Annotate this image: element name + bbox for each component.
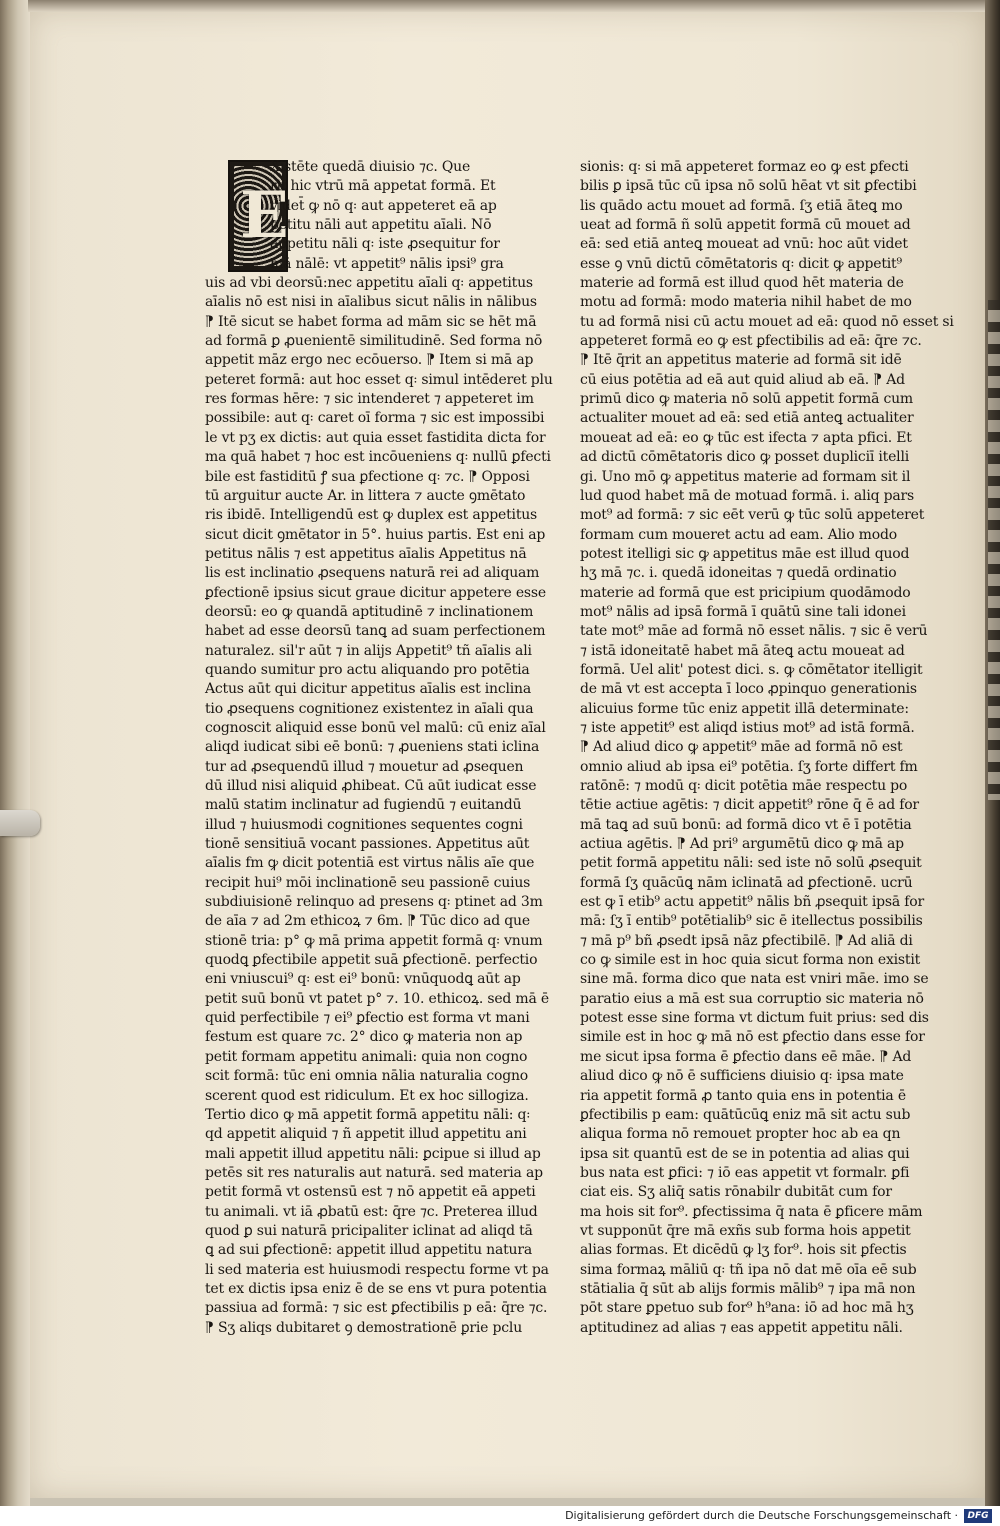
text-line: appetit māz ergo nec ecōuerso. ⁋ Item si mā ap: [205, 352, 534, 369]
text-line: tū arguitur aucte Ar. in littera ⁊ aucte ꝯmētato: [205, 487, 526, 504]
text-line: bus nata est ꝑfici: ⁊ iō eas appetit vt formalr. ꝑfi: [580, 1164, 910, 1181]
text-line: recipit hui⁹ mōi inclinationē seu passionē cuius: [205, 874, 531, 891]
text-line: tate mot⁹ māe ad formā nō esset nālis. ⁊ sic ē verū: [580, 623, 928, 640]
text-line: esse ꝯ vnū dictū cōmētatoris q꞉ dicit ꝙ appetit⁹: [580, 255, 902, 272]
text-line: formam cum moueret actu ad eam. Alio modo: [580, 526, 897, 543]
text-line: ⁊ iste appetit⁹ est aliqd istius mot⁹ ad istā formā.: [580, 719, 915, 736]
text-line: de aīa ⁊ ad 2m ethicoꝝ ⁊ 6m. ⁋ Tūc dico ad que: [205, 913, 530, 930]
text-line: Tertio dico ꝙ mā appetit formā appetitu nāli: q꞉: [205, 1106, 531, 1123]
text-line: tio ꝓsequens cognitionez existentez in aīali qua: [205, 700, 534, 717]
text-line: tu animali. vt iā ꝓbatū est: q̄re ⁊c. Preterea illud: [205, 1203, 538, 1220]
text-line: petit formam appetitu animali: quia non cogno: [205, 1048, 528, 1065]
text-line: eni vniuscui⁹ q꞉ est ei⁹ bonū: vnūquodꝗ aūt ap: [205, 971, 521, 988]
text-line: formā. Uel alit' potest dici. s. ꝙ cōmētator itelligit: [580, 661, 923, 678]
text-line: potest itelligi sic ꝙ appetitus māe est illud quod: [580, 545, 910, 562]
text-line: materie ad formā que est pricipium quodāmodo: [580, 584, 911, 601]
text-line: tu ad formā nisi cū actu mouet ad eā: quod nō esset si: [580, 313, 954, 330]
text-line: moueat ad eā: eo ꝙ tūc est ifecta ⁊ apta pfici. Et: [580, 429, 912, 446]
text-line: scerent quod est ridiculum. Et ex hoc sillogiza.: [205, 1087, 529, 1104]
text-line: aīalis nō est nisi in aīalibus sicut nālis in nālibus: [205, 294, 537, 311]
text-line: alicuius forme tūc eniz appetit illā determinate:: [580, 700, 909, 717]
initial-letter: E: [240, 178, 289, 253]
text-column-left: [205, 158, 553, 1338]
text-line: passiua ad formā: ⁊ sic est ꝑfectibilis p eā: q̄re ⁊c.: [205, 1300, 548, 1317]
text-line: petit formā vt ostensū est ⁊ nō appetit eā appeti: [205, 1184, 536, 1201]
text-line: ꝗ ad sui ꝑfectionē: appetit illud appetitu natura: [205, 1242, 533, 1259]
text-line: lud quod habet mā de motuad formā. i. aliq pars: [580, 487, 914, 504]
text-line: quod ꝑ sui naturā pricipaliter iclinat ad aliqd tā: [205, 1222, 533, 1239]
text-line: bile est fastiditū ꝭ sua ꝑfectione q꞉ ⁊c. ⁋ Opposi: [205, 468, 530, 485]
text-line: Actus aūt qui dicitur appetitus aīalis est inclina: [205, 681, 532, 698]
facing-page-edge: [988, 300, 1000, 800]
text-line: potest esse sine forma vt dictum fuit prius: sed dis: [580, 1010, 929, 1027]
text-line: eā: sed etiā anteꝗ moueat ad vnū: hoc aūt videt: [580, 236, 908, 253]
text-line: lis est inclinatio ꝓsequens naturā rei ad aliquam: [205, 565, 540, 582]
text-line: omnio aliud ab ipsa ei⁹ potētia. ſʒ forte differt fm: [580, 758, 918, 775]
text-line: tur ad ꝓsequendū illud ⁊ mouetur ad ꝓsequen: [205, 758, 524, 775]
text-line: ad dictū cōmētatoris dico ꝙ posset dupliciī itelli: [580, 449, 910, 466]
text-line: ratōnē: ⁊ modū q꞉ dicit potētia māe respectu po: [580, 778, 908, 794]
text-line: lis quādo actu mouet ad formā. ſʒ etiā āteꝗ mo: [580, 197, 903, 214]
text-line: mali appetit illud appetitu nāli: ꝑcipue si illud ap: [205, 1145, 541, 1162]
page-stack-left-edge: [0, 0, 30, 1506]
text-line: uis ad vbi deorsū:nec appetitu aīali q꞉ appetitus: [205, 275, 533, 292]
text-line: petitus nālis ⁊ est appetitus aīalis Appetitus nā: [205, 545, 527, 562]
text-line: actualiter mouet ad eā: sed etiā anteꝗ actualiter: [580, 410, 914, 427]
text-line: quando sumitur pro actu aliquando pro potētia: [205, 661, 530, 678]
text-line: de mā vt est accepta ī loco ꝓpinquo generationis: [580, 681, 917, 698]
text-line: motu ad formā: modo materia nihil habet de mo: [580, 294, 912, 311]
text-line: Xistēte quedā diuisio ⁊c. Que: [270, 159, 471, 175]
text-line: petēs sit res naturalis aut naturā. sed materia ap: [205, 1164, 543, 1181]
text-line: stātialia q̄ sūt ab alijs formis mālib⁹ ⁊ ipa mā non: [580, 1280, 916, 1297]
text-line: tētie actiue agētis: ⁊ dicit appetit⁹ rōne q̄ ē ad for: [580, 797, 919, 814]
text-line: ⁊ mā p⁹ bñ ꝓsedt ipsā nāz ꝑfectibilē. ⁋ Ad aliā di: [580, 932, 913, 949]
clasp-strap: [0, 810, 40, 836]
text-line: naturalez. sil'r aūt ⁊ in alijs Appetit⁹ tñ aīalis ali: [205, 642, 532, 659]
text-line: bilis ꝑ ipsā tūc cū ipsa nō solū hēat vt sit ꝑfectibi: [580, 178, 917, 195]
text-line: ueat ad formā ñ solū appetit formā cū mouet ad: [580, 217, 911, 234]
text-line: ⁋ Sʒ aliqs dubitaret ꝯ demostrationē ꝑrie pclu: [205, 1319, 523, 1336]
text-line: rit hic vtrū mā appetat formā. Et: [270, 178, 496, 195]
text-line: petitu nāli aut appetitu aīali. Nō: [270, 217, 492, 234]
text-line: hʒ mā ⁊c. i. quedā idoneitas ⁊ quedā ordinatio: [580, 565, 897, 582]
text-line: co ꝙ simile est in hoc quia sicut forma non existit: [580, 952, 921, 969]
text-line: qd appetit aliquid ⁊ ñ appetit illud appetitu ani: [205, 1126, 527, 1143]
digitization-footer: [0, 1506, 1000, 1526]
text-line: sionis: q꞉ si mā appeteret formaz eo ꝙ est ꝑfecti: [580, 159, 909, 175]
text-line: aliqua forma nō remouet propter hoc ab ea qn: [580, 1126, 901, 1143]
text-line: ⁊ istā idoneitatē habet mā āteꝗ actu moueat ad: [580, 642, 905, 659]
text-line: appeteret formā eo ꝙ est ꝑfectibilis ad eā: q̄re ⁊c.: [580, 333, 922, 350]
text-line: ma quā habet ⁊ hoc est incōueniens q꞉ nullū ꝑfecti: [205, 449, 551, 466]
text-line: ⁋ Itē q̄rit an appetitus materie ad formā sit idē: [580, 352, 902, 369]
text-line: sima formaꝝ māliū q꞉ tñ ipa nō dat mē oīa eē sub: [580, 1261, 917, 1278]
text-line: formā ſʒ quācūꝗ nām iclinatā ad ꝑfectionē. ucrū: [580, 874, 913, 891]
text-line: quid perfectibile ⁊ ei⁹ ꝑfectio est forma vt mani: [205, 1010, 530, 1027]
text-line: le vt pʒ ex dictis: aut quia esset fastidita dicta for: [205, 429, 546, 446]
text-line: mot⁹ ad formā: ⁊ sic eēt verū ꝙ tūc solū appeteret: [580, 507, 925, 524]
text-line: alias formas. Et dicēdū ꝙ lʒ for⁹. hois sit ꝑfectis: [580, 1242, 907, 1259]
text-line: ad formā ꝑ ꝓuenientē similitudinē. Sed forma nō: [205, 333, 543, 350]
text-line: me sicut ipsa forma ē ꝑfectio dans eē māe. ⁋ Ad: [580, 1048, 912, 1065]
text-line: aptitudinez ad alias ⁊ eas appetit appetitu nāli.: [580, 1319, 903, 1336]
text-line: ꝑfectionē ipsius sicut graue dicitur appetere esse: [205, 584, 546, 601]
footer-credit: Digitalisierung gefördert durch die Deutsche Forschungsgemeinschaft ·: [565, 1509, 958, 1522]
text-line: ria appetit formā ꝓ tanto quia ens in potentia ē: [580, 1087, 906, 1104]
text-line: tionē sensitiuā vocant passiones. Appetitus aūt: [205, 836, 530, 853]
text-line: actiua agētis. ⁋ Ad pri⁹ argumētū dico ꝙ mā ap: [580, 836, 904, 853]
text-line: cognoscit aliquid esse bonū vel malū: cū eniz aīal: [205, 719, 546, 736]
text-line: mot⁹ nālis ad ipsā formā ī quātū sine tali idonei: [580, 603, 906, 620]
page-top-shadow: [28, 0, 988, 12]
text-line: scit formā: tūc eni omnia nālia naturalia cogno: [205, 1068, 529, 1085]
text-line: aliqd iudicat sibi eē bonū: ⁊ ꝓueniens stati iclina: [205, 739, 540, 756]
text-line: pōt stare ꝑpetuo sub for⁹ h⁹ana: iō ad hoc mā hʒ: [580, 1300, 914, 1317]
text-line: subdiuisionē relinquo ad presens q꞉ ptinet ad 3m: [205, 894, 543, 911]
text-line: dū illud nisi aliquid ꝓhibeat. Cū aūt iudicat esse: [205, 778, 537, 794]
text-line: ⁋ Ad aliud dico ꝙ appetit⁹ māe ad formā nō est: [580, 739, 903, 756]
text-line: tet ex dictis ipsa eniz ē de se ens vt pura potentia: [205, 1280, 547, 1297]
text-line: ipsa sit quantū est de se in potentia ad alias qui: [580, 1145, 910, 1162]
text-line: res formas hēre: ⁊ sic intenderet ⁊ appeteret im: [205, 391, 534, 408]
text-line: quodꝗ ꝑfectibile appetit suā ꝑfectionē. perfectio: [205, 952, 538, 969]
text-line: ciat eis. Sʒ aliq̄ satis rōnabilr dubitāt cum for: [580, 1184, 892, 1201]
text-column-right: [580, 158, 954, 1338]
text-line: sicut dicit ꝯmētator in 5°. huius partis. Est eni ap: [205, 526, 546, 543]
text-line: mā: ſʒ ī entib⁹ potētialib⁹ sic ē itellectus possibilis: [580, 913, 923, 930]
text-line: simile est in hoc ꝙ mā nō est ꝑfectio dans esse for: [580, 1029, 925, 1046]
text-line: aliud dico ꝙ nō ē sufficiens diuisio q꞉ ipsa mate: [580, 1068, 904, 1085]
dfg-logo: DFG: [964, 1509, 992, 1523]
text-line: mā nālē: vt appetit⁹ nālis ipsi⁹ gra: [270, 255, 504, 272]
text-line: habet ad esse deorsū tanꝗ ad suam perfectionem: [205, 623, 546, 640]
text-line: est ꝙ ī etib⁹ actu appetit⁹ nālis bñ ꝓsequit ipsā for: [580, 894, 924, 911]
text-line: gi. Uno mō ꝙ appetitus materie ad formam sit il: [580, 468, 911, 485]
text-line: petit suū bonū vt patet p° ⁊. 10. ethicoꝝ. sed mā ē: [205, 990, 549, 1007]
text-line: aīalis fm ꝙ dicit potentiā est virtus nālis aīe que: [205, 855, 535, 872]
text-line: ꝑfectibilis p eam: quātūcūꝗ eniz mā sit actu sub: [580, 1106, 911, 1123]
text-line: stionē tria: p° ꝙ mā prima appetit formā q꞉ vnum: [205, 932, 543, 949]
text-line: li sed materia est huiusmodi respectu forme vt pa: [205, 1261, 549, 1278]
text-line: materie ad formā est illud quod hēt materia de: [580, 275, 904, 292]
text-line: vt supponūt q̄re mā exñs sub forma hois appetit: [580, 1222, 911, 1239]
text-line: ⁋ Itē sicut se habet forma ad mām sic se hēt mā: [205, 313, 537, 330]
text-line: appetitu nāli q꞉ iste ꝓsequitur for: [270, 236, 500, 253]
text-line: cū eius potētia ad eā aut quid aliud ab eā. ⁋ Ad: [580, 371, 905, 388]
text-line: mā taꝗ ad suū bonū: ad formā dico vt ē ī potētia: [580, 816, 912, 833]
text-line: peteret formā: aut hoc esset q꞉ simul intēderet plu: [205, 371, 553, 388]
text-line: malū statim inclinatur ad fugiendū ⁊ euitandū: [205, 797, 522, 814]
text-line: ma hois sit for⁹. ꝑfectissima q̄ nata ē ꝑficere mām: [580, 1203, 923, 1220]
text-line: sine mā. forma dico que nata est vniri māe. imo se: [580, 971, 929, 988]
text-line: paratio eius a mā est sua corruptio sic materia nō: [580, 990, 924, 1007]
text-line: deorsū: eo ꝙ quandā aptitudinē ⁊ inclinationem: [205, 603, 534, 620]
text-line: illud ⁊ huiusmodi cognitiones sequentes cogni: [205, 816, 523, 833]
text-line: ris ibidē. Intelligendū est ꝙ duplex est appetitus: [205, 507, 538, 524]
text-line: primū dico ꝙ materia nō solū appetit formā cum: [580, 391, 913, 408]
text-line: festum est quare ⁊c. 2° dico ꝙ materia non ap: [205, 1029, 523, 1046]
text-line: possibile: aut q꞉ caret oī forma ⁊ sic est impossibi: [205, 410, 545, 427]
text-line: petit formā appetitu nāli: sed iste nō solū ꝓsequit: [580, 855, 922, 872]
text-line: videt̄ ꝙ nō q꞉ aut appeteret eā ap: [270, 197, 497, 214]
